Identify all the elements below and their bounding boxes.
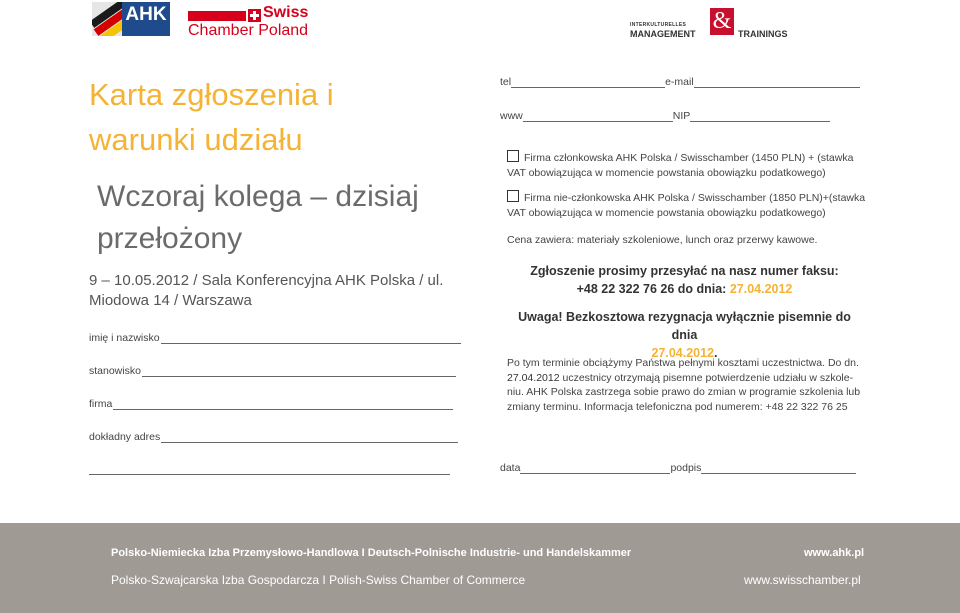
date-field[interactable] <box>520 462 670 474</box>
fax-line-2 <box>507 280 862 298</box>
address-field[interactable] <box>89 431 458 443</box>
footer-swiss-url[interactable]: www.swisschamber.pl <box>744 573 861 587</box>
flag-icon <box>92 2 126 36</box>
position-field[interactable] <box>89 365 456 377</box>
warning-text: Uwaga! Bezkosztowa rezygnacja wyłącznie pisemnie do dnia <box>518 310 851 342</box>
www-nip-row <box>500 110 830 122</box>
warning-dot: . <box>714 346 718 360</box>
member-checkbox[interactable] <box>507 150 519 162</box>
footer-ahk-url[interactable]: www.ahk.pl <box>804 547 865 559</box>
event-date-venue: 9 – 10.05.2012 / Sala Konferencyjna AHK Polska / ul. Miodowa 14 / Warszawa <box>89 272 444 309</box>
terms-date: 27.04.2012 <box>507 371 560 384</box>
nip-label: NIP <box>672 110 691 122</box>
signature-label: podpis <box>670 462 702 474</box>
swiss-chamber-logo <box>188 4 309 39</box>
tel-field[interactable] <box>511 76 665 88</box>
price-includes: Cena zawiera: materiały szkoleniowe, lunch oraz przerwy kawowe. <box>507 234 818 246</box>
intercultural-management-logo <box>628 8 800 40</box>
company-field-label: firma <box>89 398 113 410</box>
warning-date: 27.04.2012 <box>651 346 715 360</box>
swiss-cross-icon <box>248 9 261 22</box>
contact-row <box>500 76 860 88</box>
terms-part-1: Po tym terminie obciążymy Państwa pełnymi kosztami uczestnictwa. Do dn. <box>507 357 859 369</box>
email-label: e-mail <box>665 76 694 88</box>
terms-part-2: uczestnicy otrzymają pisemne potwierdzenie udziału w szkole-niu. AHK Polska zastrzega sobie prawo do zmian w programie szkolenia lub zmiany terminu. Informacja telefoniczna pod numerem: +48 22 322 76 25 <box>507 371 861 413</box>
member-option[interactable] <box>507 150 867 181</box>
signature-row <box>500 462 856 474</box>
company-field[interactable] <box>89 398 453 410</box>
non-member-option[interactable] <box>507 190 867 221</box>
tel-label: tel <box>500 76 512 88</box>
nip-field[interactable] <box>690 110 830 122</box>
non-member-checkbox[interactable] <box>507 190 519 202</box>
terms-text <box>507 356 867 414</box>
im-logo-ampersand: & <box>710 8 734 35</box>
footer-ahk-name: Polsko-Niemiecka Izba Przemysłowo-Handlowa I Deutsch-Polnische Industrie- und Handelskammer <box>111 547 632 559</box>
fax-number: +48 22 322 76 26 do dnia: <box>576 282 730 296</box>
swiss-logo-sub: Chamber Poland <box>188 22 309 39</box>
im-logo-trainings: TRAININGS <box>738 29 788 39</box>
ahk-logo <box>92 2 170 36</box>
member-option-label: Firma członkowska AHK Polska / Swisschamber (1450 PLN) + (stawka VAT obowiązująca w momencie powstania obowiązku podatkowego) <box>507 152 854 179</box>
fax-line-1: Zgłoszenie prosimy przesyłać na nasz numer faksu: <box>530 264 839 278</box>
swiss-logo-word: Swiss <box>263 4 309 21</box>
position-field-line[interactable] <box>142 365 456 377</box>
ahk-logo-text: AHK <box>122 2 170 36</box>
name-field-label: imię i nazwisko <box>89 332 160 344</box>
www-label: www <box>500 110 523 122</box>
course-title: Wczoraj kolega – dzisiaj przełożony <box>97 180 419 255</box>
signature-field[interactable] <box>701 462 856 474</box>
footer-swiss-name: Polsko-Szwajcarska Izba Gospodarcza I Polish-Swiss Chamber of Commerce <box>111 573 526 587</box>
name-field[interactable] <box>89 332 461 344</box>
address-field-label: dokładny adres <box>89 431 161 443</box>
cancellation-warning <box>507 308 862 362</box>
position-field-label: stanowisko <box>89 365 141 377</box>
address-field-line-2[interactable] <box>89 474 450 475</box>
fax-instructions <box>507 262 862 298</box>
footer <box>0 523 960 613</box>
www-field[interactable] <box>523 110 673 122</box>
im-logo-small: INTERKULTURELLES <box>630 22 687 28</box>
name-field-line[interactable] <box>161 332 461 344</box>
fax-deadline: 27.04.2012 <box>729 282 793 296</box>
address-field-line[interactable] <box>161 431 458 443</box>
email-field[interactable] <box>694 76 860 88</box>
date-label: data <box>500 462 521 474</box>
page-title: Karta zgłoszenia i warunki udziału <box>89 77 334 157</box>
im-logo-management: MANAGEMENT <box>630 29 696 39</box>
company-field-line[interactable] <box>113 398 453 410</box>
non-member-option-label: Firma nie-członkowska AHK Polska / Swisschamber (1850 PLN)+(stawka VAT obowiązująca w momencie powstania obowiązku podatkowego) <box>507 192 866 219</box>
